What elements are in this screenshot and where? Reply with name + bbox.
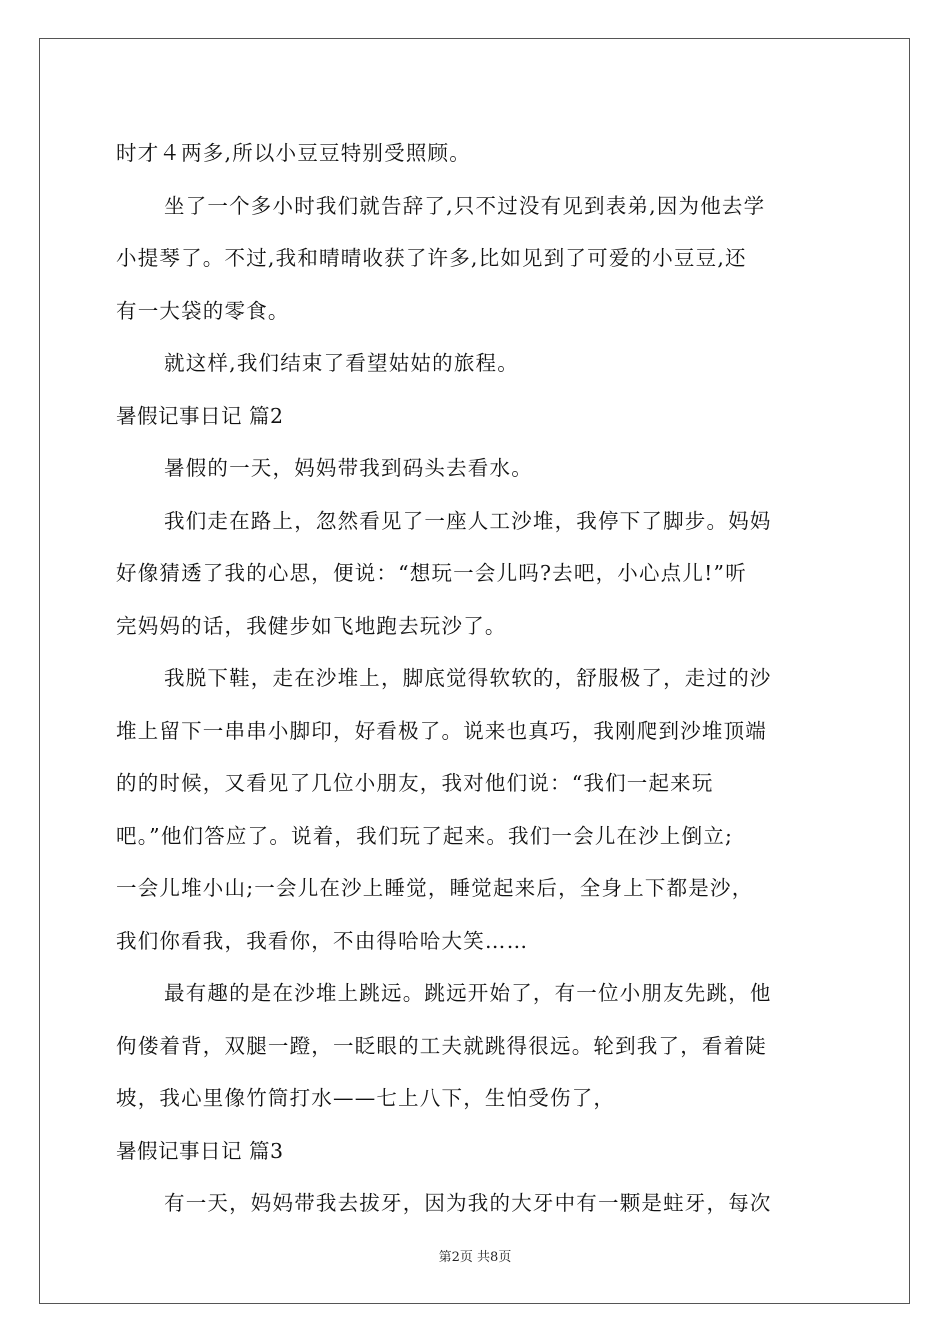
text-line: 我们走在路上，忽然看见了一座人工沙堆，我停下了脚步。妈妈 — [164, 508, 772, 533]
text-line: 坡，我心里像竹筒打水——七上八下，生怕受伤了， — [116, 1086, 616, 1110]
text-line: 小提琴了。不过,我和晴晴收获了许多,比如见到了可爱的小豆豆,还 — [116, 246, 747, 270]
section-heading: 暑假记事日记 篇3 — [116, 1138, 284, 1163]
text-line: 我脱下鞋，走在沙堆上，脚底觉得软软的，舒服极了，走过的沙 — [164, 666, 772, 690]
text-line: 有一大袋的零食。 — [116, 298, 290, 323]
text-line: 佝偻着背，双腿一蹬，一眨眼的工夫就跳得很远。轮到我了，看着陡 — [116, 1033, 767, 1058]
document-body — [116, 127, 836, 1230]
text-line: 我们你看我，我看你，不由得哈哈大笑…… — [116, 928, 529, 953]
text-line: 好像猜透了我的心思，便说：“想玩一会儿吗?去吧，小心点儿!”听 — [116, 561, 747, 585]
text-line: 有一天，妈妈带我去拔牙，因为我的大牙中有一颗是蛀牙，每次 — [164, 1191, 772, 1215]
text-line: 吧。”他们答应了。说着，我们玩了起来。我们一会儿在沙上倒立; — [116, 823, 734, 848]
text-line: 时才４两多,所以小豆豆特别受照顾。 — [116, 141, 471, 165]
section-heading: 暑假记事日记 篇2 — [116, 403, 284, 428]
text-line: 暑假的一天，妈妈带我到码头去看水。 — [164, 456, 533, 480]
text-line: 堆上留下一串串小脚印，好看极了。说来也真巧，我刚爬到沙堆顶端 — [116, 718, 767, 743]
text-line: 的的时候，又看见了几位小朋友，我对他们说：“我们一起来玩 — [116, 771, 714, 795]
text-line: 最有趣的是在沙堆上跳远。跳远开始了，有一位小朋友先跳，他 — [164, 981, 772, 1005]
page-footer: 第2页 共8页 — [438, 1250, 512, 1265]
text-line: 就这样,我们结束了看望姑姑的旅程。 — [164, 351, 519, 375]
text-line: 完妈妈的话，我健步如飞地跑去玩沙了。 — [116, 613, 507, 638]
text-line: 一会儿堆小山;一会儿在沙上睡觉，睡觉起来后，全身上下都是沙， — [116, 876, 754, 900]
text-line: 坐了一个多小时我们就告辞了,只不过没有见到表弟,因为他去学 — [164, 193, 766, 218]
